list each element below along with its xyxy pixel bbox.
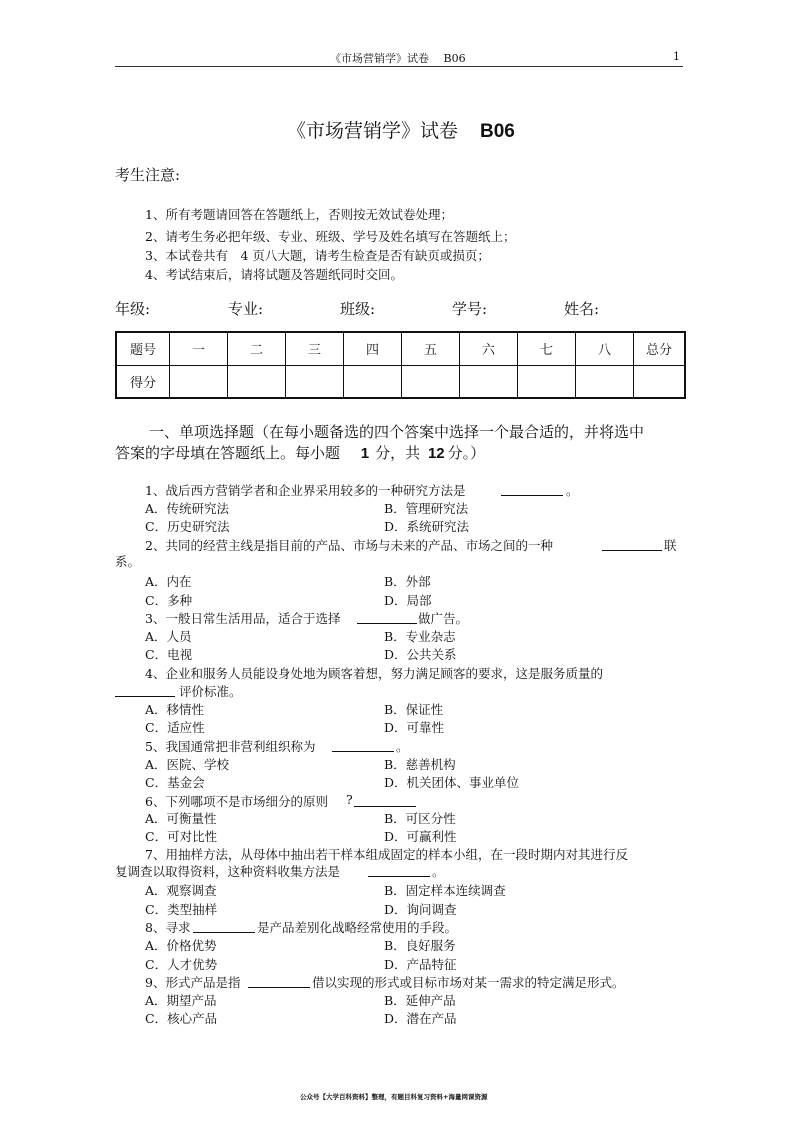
question-5-option-c: C．基金会: [145, 775, 205, 790]
title-main: 《市场营销学》试卷: [287, 120, 459, 142]
question-2-wrap: 系。: [115, 554, 141, 569]
question-5-blank: [332, 737, 394, 756]
notice-item-4: 4、考试结束后，请将试题及答题纸同时交回。: [145, 267, 403, 282]
score-col-total: 总分: [634, 332, 686, 365]
question-7-option-a: A．观察调查: [145, 883, 217, 898]
question-4-stem: 4、企业和服务人员能设身处地为顾客着想，努力满足顾客的要求，这是服务质量的: [145, 666, 603, 681]
score-col: 二: [228, 332, 286, 365]
score-cell: [402, 365, 460, 398]
header-rule: [115, 66, 683, 67]
question-2-option-c: C．多种: [145, 593, 193, 608]
score-cell: [634, 365, 686, 398]
notice-item-2: 2、请考生务必把年级、专业、班级、学号及姓名填写在答题纸上；: [145, 229, 516, 244]
question-4-tail: 评价标准。: [179, 684, 242, 699]
score-col: 五: [402, 332, 460, 365]
score-table-header-row: [116, 332, 685, 365]
score-col: 六: [460, 332, 518, 365]
question-1-option-d: D．系统研究法: [384, 519, 470, 534]
question-7-option-c: C．类型抽样: [145, 902, 218, 917]
field-student-id: 学号:: [452, 300, 488, 318]
score-cell: [576, 365, 634, 398]
question-1-option-b: B．管理研究法: [384, 501, 469, 516]
question-7-option-b: B．固定样本连续调查: [384, 883, 506, 898]
question-8-tail: 是产品差别化战略经常使用的手段。: [257, 920, 458, 935]
page-number: 1: [673, 50, 680, 63]
question-3-option-c: C．电视: [145, 647, 193, 662]
question-8-option-c: C．人才优势: [145, 957, 218, 972]
question-3-option-b: B．专业杂志: [384, 629, 456, 644]
notice-item-3: 3、本试卷共有 4 页八大题，请考生检查是否有缺页或损页；: [145, 248, 490, 263]
question-8-stem: 8、寻求: [145, 920, 191, 935]
question-6-option-b: B．可区分性: [384, 811, 456, 826]
question-1-option-c: C．历史研究法: [145, 519, 230, 534]
title-code: B06: [480, 121, 515, 142]
question-2-option-d: D．局部: [384, 593, 432, 608]
score-cell: [170, 365, 228, 398]
question-4-blank: [115, 682, 175, 701]
section-heading-line2: 答案的字母填在答题纸上。每小题 1 分，共 12 分。）: [115, 444, 486, 462]
question-1-tail: 。: [566, 483, 579, 498]
question-8-option-d: D．产品特征: [384, 957, 457, 972]
score-cell: [344, 365, 402, 398]
question-3-option-a: A．人员: [145, 629, 192, 644]
question-3-option-d: D．公共关系: [384, 647, 457, 662]
score-col: 一: [170, 332, 228, 365]
question-1-option-a: A．传统研究法: [145, 501, 230, 516]
question-8-option-a: A．价格优势: [145, 938, 217, 953]
score-cell: [286, 365, 344, 398]
question-6-option-c: C．可对比性: [145, 829, 218, 844]
question-9-option-d: D．潜在产品: [384, 1011, 457, 1026]
question-3-blank: [357, 609, 417, 628]
question-8-blank: [193, 918, 255, 937]
question-9-option-a: A．期望产品: [145, 993, 217, 1008]
field-name: 姓名:: [564, 300, 600, 318]
question-2-stem: 2、共同的经营主线是指目前的产品、市场与未来的产品、市场之间的一种: [145, 538, 553, 553]
section-heading-line1: 一、单项选择题（在每小题备选的四个答案中选择一个最合适的，并将选中: [149, 423, 645, 441]
field-major: 专业:: [228, 300, 264, 318]
question-8-option-b: B．良好服务: [384, 938, 456, 953]
score-cell: [228, 365, 286, 398]
score-table-label: 题号: [116, 332, 170, 365]
score-table-score-row: [116, 365, 685, 398]
question-5-option-b: B．慈善机构: [384, 757, 456, 772]
score-cell: [518, 365, 576, 398]
question-7-tail: 。: [432, 864, 445, 879]
score-cell: [460, 365, 518, 398]
question-7-wrap: 复调查以取得资料，这种资料收集方法是: [115, 864, 341, 879]
question-6-tail: ?: [346, 792, 353, 807]
document-title: [287, 116, 515, 143]
question-2-option-b: B．外部: [384, 574, 431, 589]
score-total: 12: [427, 445, 445, 462]
question-7-stem: 7、用抽样方法，从母体中抽出若干样本组成固定的样本小组，在一段时期内对其进行反: [145, 847, 628, 862]
notice-item-1: 1、所有考题请回答在答题纸上，否则按无效试卷处理；: [145, 207, 453, 222]
question-3-stem: 3、一般日常生活用品，适合于选择: [145, 611, 341, 626]
question-4-option-c: C．适应性: [145, 720, 205, 735]
question-2-blank: [602, 536, 662, 555]
question-5-tail: 。: [396, 739, 409, 754]
question-4-option-b: B．保证性: [384, 702, 444, 717]
question-1-blank: [501, 481, 563, 500]
question-5-option-d: D．机关团体、事业单位: [384, 775, 520, 790]
question-9-blank: [248, 973, 310, 992]
question-9-tail: 借以实现的形式或目标市场对某一需求的特定满足形式。: [312, 975, 625, 990]
question-5-option-a: A．医院、学校: [145, 757, 230, 772]
question-3-tail: 做广告。: [418, 611, 469, 626]
notice-heading: 考生注意:: [115, 166, 181, 184]
question-9-option-c: C．核心产品: [145, 1011, 218, 1026]
score-table: [115, 331, 686, 399]
question-1-stem: 1、战后西方营销学者和企业界采用较多的一种研究方法是: [145, 483, 466, 498]
field-grade: 年级:: [115, 300, 151, 318]
field-class: 班级:: [340, 300, 376, 318]
running-header-title: 《市场营销学》试卷 B06: [330, 52, 466, 65]
question-6-option-a: A．可衡量性: [145, 811, 217, 826]
question-6-option-d: D．可赢利性: [384, 829, 457, 844]
score-col: 八: [576, 332, 634, 365]
question-2-option-a: A．内在: [145, 574, 192, 589]
score-col: 七: [518, 332, 576, 365]
question-2-tail: 联: [664, 538, 677, 553]
question-9-stem: 9、形式产品是指: [145, 975, 241, 990]
question-7-blank: [368, 862, 430, 881]
question-4-option-d: D．可靠性: [384, 720, 445, 735]
score-col: 四: [344, 332, 402, 365]
question-7-option-d: D．询问调查: [384, 902, 457, 917]
footer-note: 公众号【大学百科资料】整理，有题目科复习资料+海量网课资源: [300, 1093, 488, 1101]
score-col: 三: [286, 332, 344, 365]
score-per-question: 1: [360, 445, 370, 462]
score-row-label: 得分: [116, 365, 170, 398]
question-5-stem: 5、我国通常把非营利组织称为: [145, 739, 316, 754]
question-4-option-a: A．移情性: [145, 702, 205, 717]
question-9-option-b: B．延伸产品: [384, 993, 456, 1008]
question-6-stem: 6、下列哪项不是市场细分的原则: [145, 794, 328, 809]
